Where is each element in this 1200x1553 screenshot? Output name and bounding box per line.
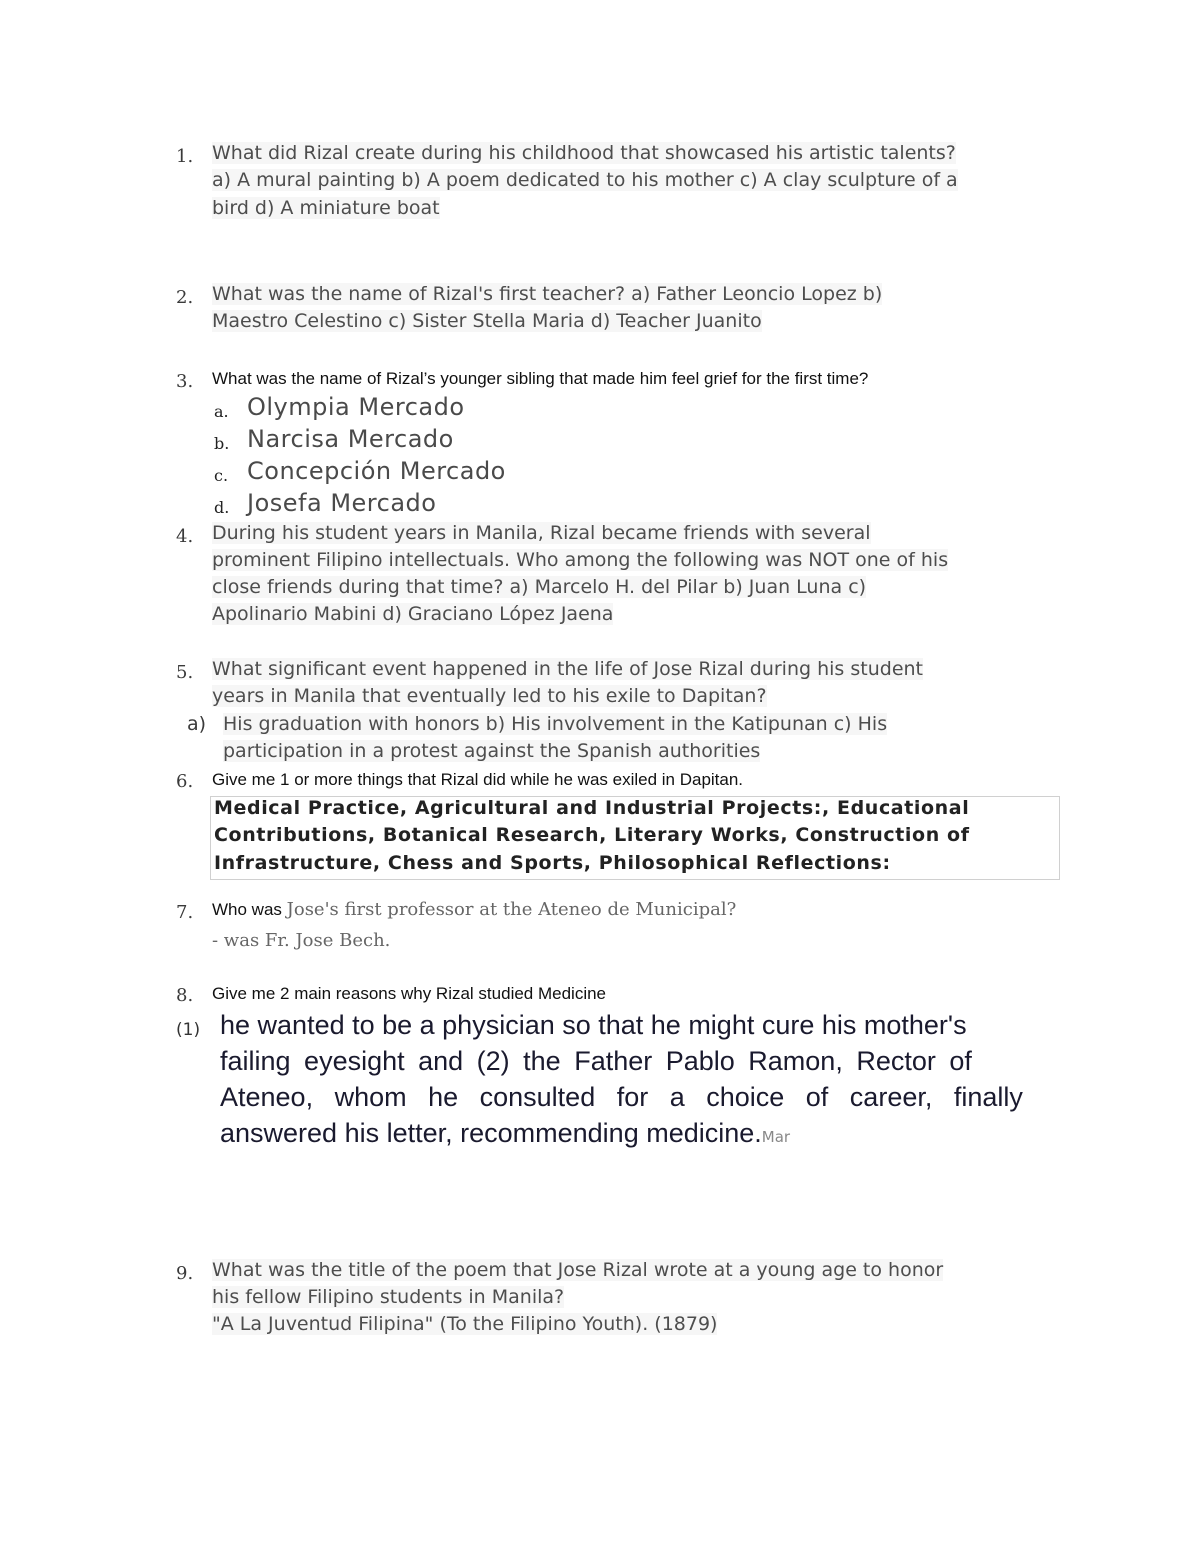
answer-text: - was Fr. Jose Bech. bbox=[212, 930, 391, 951]
question-text: his fellow Filipino students in Manila? bbox=[212, 1286, 565, 1308]
answer-text: Medical Practice, Agricultural and Industrial Projects:, Educational bbox=[214, 797, 970, 819]
question-text: What significant event happened in the life of Jose Rizal during his student bbox=[212, 658, 923, 680]
trailing-text: Mar bbox=[761, 1128, 791, 1146]
question-number: 6. bbox=[176, 771, 194, 792]
answer-letter: a) bbox=[187, 713, 207, 735]
question-prefix: Who was bbox=[212, 900, 287, 919]
question-number: 4. bbox=[176, 526, 194, 547]
question-text: What did Rizal create during his childhood that showcased his artistic talents? bbox=[212, 142, 956, 164]
question-number: 5. bbox=[176, 662, 194, 683]
question-text: Maestro Celestino c) Sister Stella Maria d) Teacher Juanito bbox=[212, 310, 762, 332]
option-text: Concepción Mercado bbox=[247, 457, 506, 485]
question-number: 9. bbox=[176, 1263, 194, 1284]
answer-line bbox=[220, 1118, 790, 1149]
question-number: 2. bbox=[176, 287, 194, 308]
answer-text: he wanted to be a physician so that he might cure his mother's bbox=[220, 1010, 967, 1040]
answer-text: His graduation with honors b) His involvement in the Katipunan c) His bbox=[223, 713, 888, 735]
question-number: 8. bbox=[176, 985, 194, 1006]
option-letter: b. bbox=[214, 434, 230, 453]
question-text: Give me 2 main reasons why Rizal studied Medicine bbox=[212, 984, 607, 1003]
question-text: What was the name of Rizal's first teacher? a) Father Leoncio Lopez b) bbox=[212, 283, 883, 305]
question-text: years in Manila that eventually led to his exile to Dapitan? bbox=[212, 685, 767, 707]
answer-text: "A La Juventud Filipina" (To the Filipino Youth). (1879) bbox=[212, 1313, 718, 1335]
option-letter: a. bbox=[214, 402, 229, 421]
question-text: Apolinario Mabini d) Graciano López Jaena bbox=[212, 603, 614, 625]
question-text: close friends during that time? a) Marcelo H. del Pilar b) Juan Luna c) bbox=[212, 576, 867, 598]
answer-text: answered his letter, recommending medicine. bbox=[220, 1118, 762, 1148]
question-number: 7. bbox=[176, 902, 194, 923]
answer-text: Contributions, Botanical Research, Literary Works, Construction of bbox=[214, 824, 970, 846]
question-text: prominent Filipino intellectuals. Who among the following was NOT one of his bbox=[212, 549, 949, 571]
option-text: Olympia Mercado bbox=[247, 393, 465, 421]
question-text bbox=[212, 899, 736, 920]
answer-text: Infrastructure, Chess and Sports, Philosophical Reflections: bbox=[214, 852, 891, 874]
option-letter: c. bbox=[214, 466, 229, 485]
option-text: Narcisa Mercado bbox=[247, 425, 454, 453]
question-number: 3. bbox=[176, 371, 194, 392]
answer-text: failing eyesight and (2) the Father Pablo Ramon, Rector of bbox=[220, 1046, 972, 1076]
option-text: Josefa Mercado bbox=[247, 489, 437, 517]
question-text: What was the title of the poem that Jose Rizal wrote at a young age to honor bbox=[212, 1259, 944, 1281]
answer-marker: (1) bbox=[176, 1020, 201, 1040]
question-text: a) A mural painting b) A poem dedicated to his mother c) A clay sculpture of a bbox=[212, 169, 958, 191]
question-text: What was the name of Rizal’s younger sibling that made him feel grief for the first time? bbox=[212, 369, 869, 388]
question-number: 1. bbox=[176, 146, 194, 167]
question-text: During his student years in Manila, Rizal became friends with several bbox=[212, 522, 871, 544]
option-letter: d. bbox=[214, 498, 230, 517]
question-text: Give me 1 or more things that Rizal did while he was exiled in Dapitan. bbox=[212, 770, 744, 789]
question-text: bird d) A miniature boat bbox=[212, 197, 440, 219]
answer-text: Ateneo, whom he consulted for a choice of career, finally bbox=[220, 1082, 1023, 1112]
question-rest: Jose's first professor at the Ateneo de Municipal? bbox=[286, 899, 737, 920]
answer-text: participation in a protest against the Spanish authorities bbox=[223, 740, 761, 762]
